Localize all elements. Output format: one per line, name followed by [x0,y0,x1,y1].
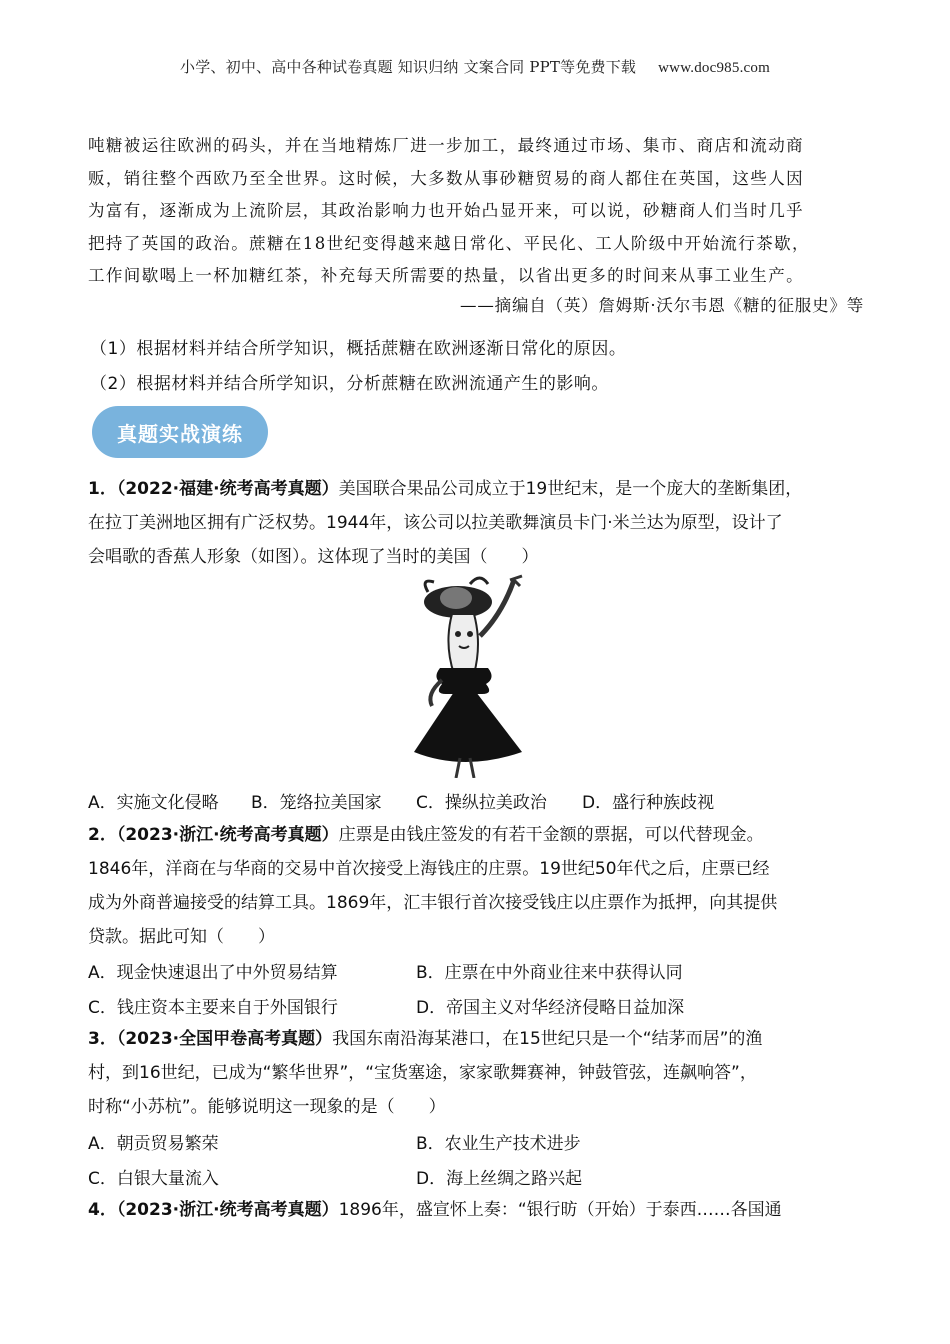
question-number: 4． [88,1200,117,1220]
question-text: 美国联合果品公司成立于19世纪末，是一个庞大的垄断集团， [338,479,803,499]
option-c[interactable]: C．白银大量流入 [88,1169,219,1189]
question-text: 庄票是由钱庄签发的有若干金额的票据，可以代替现金。 [338,825,764,845]
question-number: 3． [88,1029,117,1049]
question-text: 成为外商普遍接受的结算工具。1869年，汇丰银行首次接受钱庄以庄票作为抵押，向其提供 [88,893,778,913]
reading-material [88,130,868,293]
question-4 [88,1193,878,1227]
material-line: 把持了英国的政治。蔗糖在18世纪变得越来越日常化、平民化、工人阶级中开始流行茶歇， [88,233,810,253]
question-number: 2． [88,825,117,845]
page-header [0,56,950,77]
question-text: 贷款。据此可知（ ） [88,927,275,947]
material-line: 贩，销往整个西欧乃至全世界。这时候，大多数从事砂糖贸易的商人都住在英国，这些人因 [88,168,804,188]
question-text: 村，到16世纪，已成为“繁华世界”，“宝货塞途，家家歌舞赛神，钟鼓管弦，连飙响答”， [88,1063,757,1083]
question-text: 时称“小苏杭”。能够说明这一现象的是（ ） [88,1097,446,1117]
option-c[interactable]: C．操纵拉美政治 [416,793,547,813]
option-d[interactable]: D．海上丝绸之路兴起 [416,1169,583,1189]
question-source-tag: （2023·浙江·统考高考真题） [116,825,339,845]
question-2 [88,818,878,954]
option-d[interactable]: D．帝国主义对华经济侵略日益加深 [416,998,685,1018]
question-source-tag: （2023·全国甲卷高考真题） [116,1029,333,1049]
option-b[interactable]: B．庄票在中外商业往来中获得认同 [416,963,683,983]
question-number: 1． [88,479,117,499]
question-text: 会唱歌的香蕉人形象（如图）。这体现了当时的美国（ ） [88,547,539,567]
question-text: 1896年，盛宣怀上奏：“银行昉（开始）于泰西……各国通 [338,1200,782,1220]
subquestion-2: （2）根据材料并结合所学知识，分析蔗糖在欧洲流通产生的影响。 [90,374,609,394]
option-a[interactable]: A．朝贡贸易繁荣 [88,1134,219,1154]
material-source: ——摘编自（英）詹姆斯·沃尔韦恩《糖的征服史》等 [460,296,864,315]
question-3 [88,1022,878,1124]
option-a[interactable]: A．实施文化侵略 [88,793,219,813]
header-text: 小学、初中、高中各种试卷真题 知识归纳 文案合同 PPT等免费下载 [180,58,637,76]
material-line: 为富有，逐渐成为上流阶层，其政治影响力也开始凸显开来，可以说，砂糖商人们当时几乎 [88,201,804,220]
banana-figure-illustration [410,574,528,778]
question-text: 我国东南沿海某港口，在15世纪只是一个“结茅而居”的渔 [332,1029,763,1049]
material-line: 吨糖被运往欧洲的码头，并在当地精炼厂进一步加工，最终通过市场、集市、商店和流动商 [88,136,804,155]
option-a[interactable]: A．现金快速退出了中外贸易结算 [88,963,338,983]
option-b[interactable]: B．笼络拉美国家 [251,793,382,813]
option-b[interactable]: B．农业生产技术进步 [416,1134,581,1154]
question-text: 在拉丁美洲地区拥有广泛权势。1944年，该公司以拉美歌舞演员卡门·米兰达为原型，设计了 [88,513,783,533]
section-badge: 真题实战演练 [92,406,268,458]
option-c[interactable]: C．钱庄资本主要来自于外国银行 [88,998,338,1018]
question-source-tag: （2023·浙江·统考高考真题） [116,1200,339,1220]
question-source-tag: （2022·福建·统考高考真题） [116,479,339,499]
question-text: 1846年，洋商在与华商的交易中首次接受上海钱庄的庄票。19世纪50年代之后，庄票已经 [88,859,770,879]
material-line: 工作间歇喝上一杯加糖红茶，补充每天所需要的热量，以省出更多的时间来从事工业生产。 [88,266,804,285]
subquestion-1: （1）根据材料并结合所学知识，概括蔗糖在欧洲逐渐日常化的原因。 [90,339,627,359]
header-url[interactable]: www.doc985.com [658,60,770,76]
question-1 [88,472,878,574]
option-d[interactable]: D．盛行种族歧视 [582,793,715,813]
